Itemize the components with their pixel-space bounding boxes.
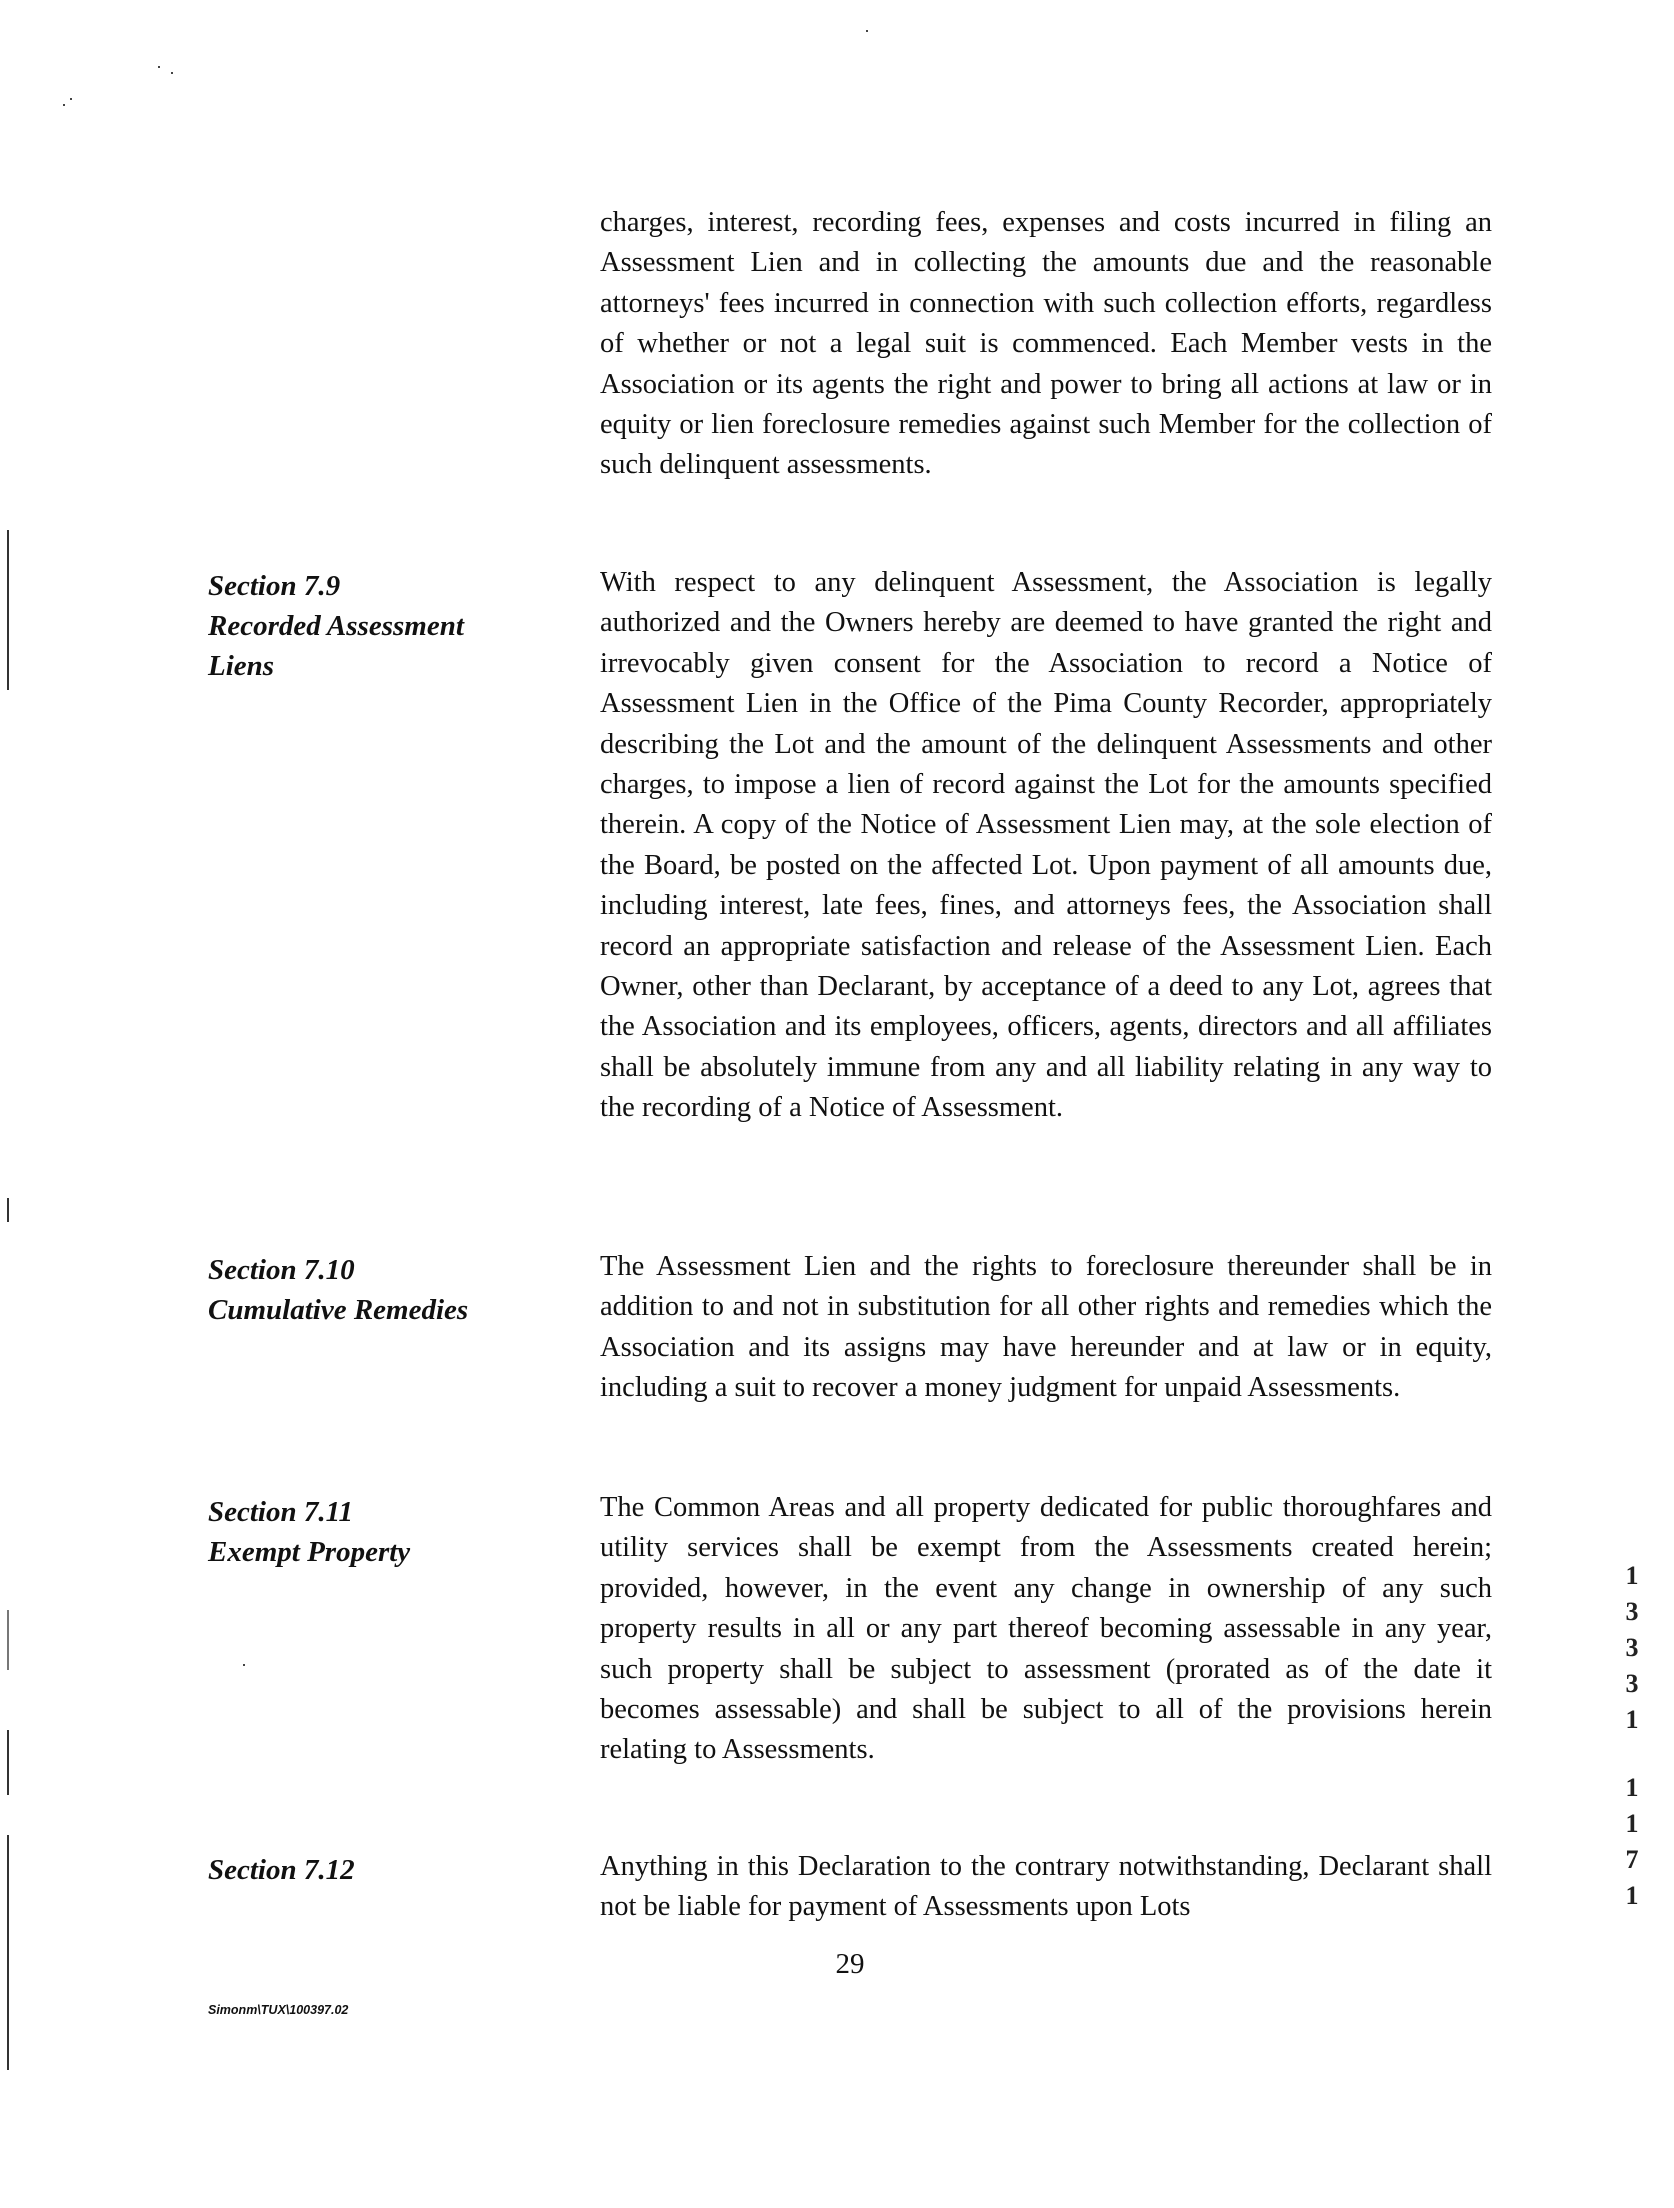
section-7-9-heading bbox=[208, 566, 568, 686]
section-number: Section 7.10 bbox=[208, 1254, 355, 1286]
stamp-char: 1 bbox=[1625, 1809, 1639, 1838]
stamp-char: 7 bbox=[1625, 1845, 1639, 1874]
stamp-char: 1 bbox=[1625, 1705, 1639, 1734]
section-7-11-body: The Common Areas and all property dedicated for public thoroughfares and utility services shall be exempt from the Assessments created herein; provided, however, in the event any change in ownership of any such property results in all or any part thereof becoming assessable in any year, such property shall be subject to assessment (prorated as of the date it becomes assessable) and shall be subject to all of the provisions herein relating to Assessments. bbox=[600, 1492, 1492, 1766]
scan-speck bbox=[70, 98, 72, 100]
section-7-10-heading bbox=[208, 1250, 568, 1330]
section-title-line: Liens bbox=[208, 650, 275, 682]
stamp-char: 3 bbox=[1625, 1669, 1639, 1698]
section-title-line: Recorded Assessment bbox=[208, 610, 464, 642]
section-title-line: Cumulative Remedies bbox=[208, 1294, 469, 1326]
recording-stamp bbox=[1612, 1558, 1652, 1738]
section-7-9-body: With respect to any delinquent Assessment, the Association is legally authorized and the Owners hereby are deemed to have granted the right and irrevocably given consent for the Association to record a Notice of Assessment Lien in the Office of the Pima County Recorder, appropriately describing the Lot and the amount of the delinquent Assessments and other charges, to impose a lien of record against the Lot for the amounts specified therein. A copy of the Notice of Assessment Lien may, at the sole election of the Board, be posted on the affected Lot. Upon payment of all amounts due, including interest, late fees, fines, and attorneys fees, the Association shall record an appropriate satisfaction and release of the Assessment Lien. Each Owner, other than Declarant, by acceptance of a deed to any Lot, agrees that the Association and its employees, officers, agents, directors and all affiliates shall be absolutely immune from any and all liability relating in any way to the recording of a Notice of Assessment. bbox=[600, 567, 1492, 1124]
stamp-char: 1 bbox=[1625, 1881, 1639, 1910]
section-7-12-heading bbox=[208, 1850, 568, 1890]
section-number: Section 7.12 bbox=[208, 1854, 355, 1886]
scan-margin-line bbox=[7, 1730, 9, 1795]
scan-speck bbox=[63, 104, 65, 106]
stamp-char: 3 bbox=[1625, 1633, 1639, 1662]
stamp-char: 1 bbox=[1625, 1561, 1639, 1590]
scan-margin-line bbox=[7, 1835, 9, 2070]
scan-speck bbox=[243, 1664, 245, 1666]
section-number: Section 7.11 bbox=[208, 1496, 354, 1528]
section-title-line: Exempt Property bbox=[208, 1536, 411, 1568]
recording-stamp-lower bbox=[1612, 1770, 1652, 1914]
scan-speck bbox=[158, 66, 160, 68]
section-7-11-heading bbox=[208, 1492, 568, 1572]
scan-speck bbox=[866, 30, 868, 32]
section-number: Section 7.9 bbox=[208, 570, 341, 602]
scan-speck bbox=[171, 72, 173, 74]
section-7-10-body: The Assessment Lien and the rights to foreclosure thereunder shall be in addition to and not in substitution for all other rights and remedies which the Association and its assigns may have hereunder and at law or in equity, including a suit to recover a money judgment for unpaid Assessments. bbox=[600, 1251, 1492, 1404]
stamp-char: 1 bbox=[1625, 1773, 1639, 1802]
scan-margin-line bbox=[7, 1198, 9, 1222]
stamp-char: 3 bbox=[1625, 1597, 1639, 1626]
document-reference: Simonm\TUX\100397.02 bbox=[208, 2003, 349, 2017]
intro-paragraph: charges, interest, recording fees, expenses and costs incurred in filing an Assessment Lien and in collecting the amounts due and the reasonable attorneys' fees incurred in connection with such collection efforts, regardless of whether or not a legal suit is commenced. Each Member vests in the Association or its agents the right and power to bring all actions at law or in equity or lien foreclosure remedies against such Member for the collection of such delinquent assessments. bbox=[600, 207, 1492, 481]
scan-margin-line bbox=[7, 1610, 9, 1670]
scan-margin-line bbox=[7, 530, 9, 690]
page-number: 29 bbox=[835, 1948, 865, 1980]
section-7-12-body: Anything in this Declaration to the contrary notwithstanding, Declarant shall not be liable for payment of Assessments upon Lots bbox=[600, 1851, 1492, 1923]
